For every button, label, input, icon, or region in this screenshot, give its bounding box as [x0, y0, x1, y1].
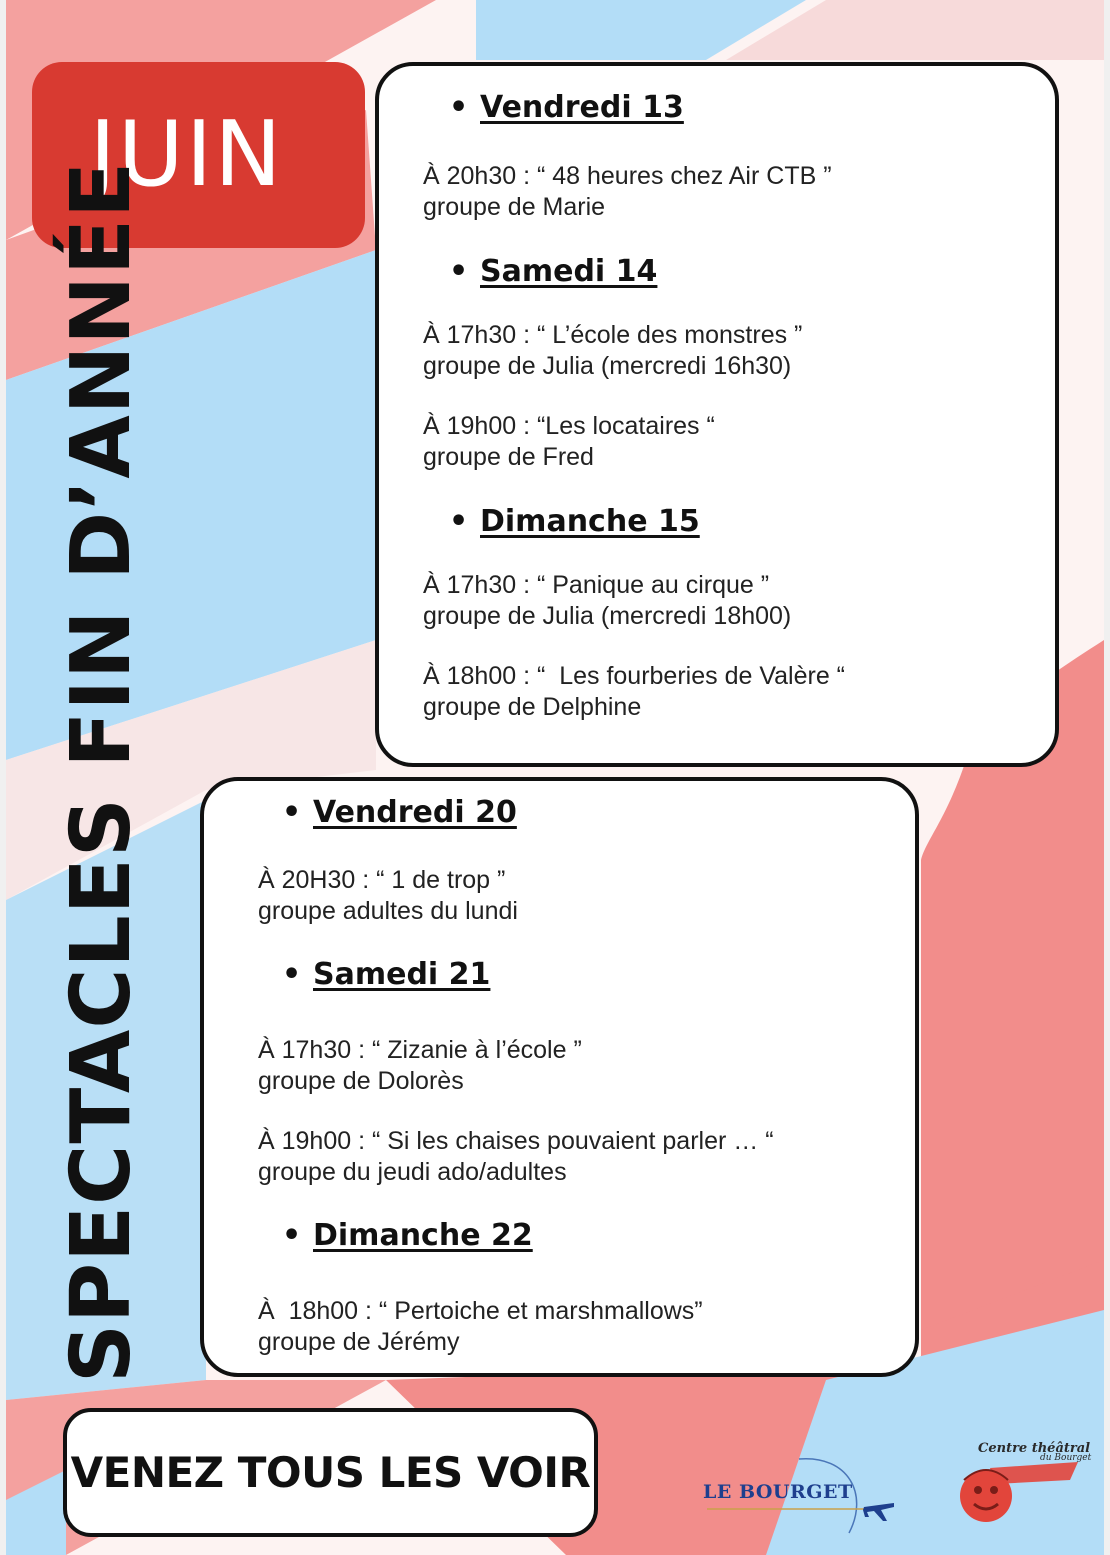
le-bourget-logo	[699, 1455, 899, 1537]
show-time: À 18h00 : “ Pertoiche et marshmallows”	[258, 1297, 703, 1325]
show-entry	[423, 411, 715, 473]
day-label: Samedi 21	[313, 957, 491, 992]
show-time: À 20H30 : “ 1 de trop ”	[258, 866, 506, 894]
day-heading	[449, 90, 684, 125]
bullet-icon: •	[282, 957, 302, 992]
show-group: groupe de Delphine	[423, 693, 642, 721]
show-group: groupe du jeudi ado/adultes	[258, 1158, 567, 1186]
show-entry	[258, 1035, 582, 1097]
show-time: À 17h30 : “ L’école des monstres ”	[423, 321, 803, 349]
show-entry	[423, 320, 802, 382]
day-heading	[449, 254, 657, 289]
day-heading	[282, 957, 490, 992]
show-entry	[258, 1296, 703, 1358]
show-entry	[423, 161, 832, 223]
call-to-action-text: VENEZ TOUS LES VOIR	[70, 1448, 591, 1497]
show-entry	[258, 1126, 774, 1188]
bullet-icon: •	[282, 795, 302, 830]
show-group: groupe de Jérémy	[258, 1328, 460, 1356]
show-group: groupe de Julia (mercredi 18h00)	[423, 602, 792, 630]
vertical-title: SPECTACLES FIN D’ANNÉE	[54, 160, 149, 1383]
day-label: Vendredi 20	[313, 795, 517, 830]
show-entry	[423, 661, 845, 723]
day-heading	[282, 795, 517, 830]
show-entry	[423, 570, 791, 632]
centre-theatral-logo	[950, 1440, 1092, 1535]
show-group: groupe de Dolorès	[258, 1067, 464, 1095]
day-heading	[282, 1218, 533, 1253]
show-time: À 20h30 : “ 48 heures chez Air CTB ”	[423, 162, 832, 190]
show-time: À 17h30 : “ Panique au cirque ”	[423, 571, 770, 599]
day-label: Dimanche 15	[480, 504, 700, 539]
day-heading	[449, 504, 700, 539]
show-time: À 18h00 : “ Les fourberies de Valère “	[423, 662, 845, 690]
month-title: JUIN	[89, 102, 284, 207]
show-time: À 19h00 : “ Si les chaises pouvaient parler … “	[258, 1127, 774, 1155]
schedule-card-week2	[200, 777, 919, 1377]
show-group: groupe de Fred	[423, 443, 594, 471]
schedule-card-week1	[375, 62, 1059, 767]
poster	[6, 0, 1104, 1555]
show-group: groupe adultes du lundi	[258, 897, 518, 925]
show-time: À 17h30 : “ Zizanie à l’école ”	[258, 1036, 582, 1064]
bullet-icon: •	[282, 1218, 302, 1253]
bullet-icon: •	[449, 254, 469, 289]
le-bourget-text: LE BOURGET	[703, 1481, 853, 1503]
day-label: Samedi 14	[480, 254, 658, 289]
show-entry	[258, 865, 518, 927]
show-group: groupe de Marie	[423, 193, 606, 221]
logo-theatre-subtitle: du Bourget	[1040, 1453, 1092, 1463]
bullet-icon: •	[449, 90, 469, 125]
show-group: groupe de Julia (mercredi 16h30)	[423, 352, 792, 380]
logo-theatre-title: Centre théâtral	[978, 1441, 1091, 1456]
show-time: À 19h00 : “Les locataires “	[423, 412, 715, 440]
day-label: Dimanche 22	[313, 1218, 533, 1253]
call-to-action-box	[63, 1408, 598, 1537]
day-label: Vendredi 13	[480, 90, 684, 125]
bullet-icon: •	[449, 504, 469, 539]
